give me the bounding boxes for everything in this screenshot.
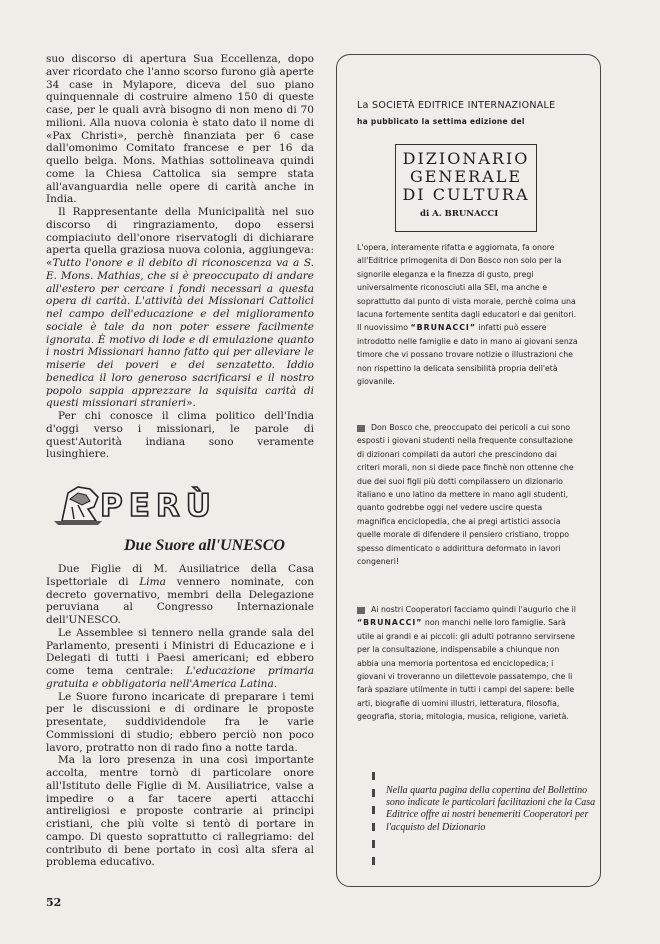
city: Lima bbox=[139, 575, 166, 588]
brand-name: “BRUNACCI” bbox=[410, 323, 476, 333]
page-number: 52 bbox=[46, 896, 62, 909]
book-title-line: DIZIONARIO bbox=[402, 149, 530, 168]
paragraph: Le Suore furono incaricate di preparare i temi per le discussioni e di ordinare le proposte presentate, suddividendole fra le varie Commissioni di studio; ebbero perciò non poco lavoro, protratto non di rado fino a notte tarda. bbox=[46, 690, 314, 754]
book-author: di A. BRUNACCI bbox=[420, 209, 499, 219]
book-title-line: GENERALE bbox=[409, 167, 523, 186]
bullet-square-icon bbox=[357, 607, 365, 614]
text: Il Rappresentante della Municipalità nel suo discorso di ringraziamento, dopo essersi compiaciuto dell'onore riservatogli di dichiarare aperta quella graziosa nuova colonia, aggiungeva: « bbox=[46, 206, 314, 269]
text: Ai nostri Cooperatori facciamo quindi l'augurio che il bbox=[371, 605, 576, 614]
theme: L'educazione primaria gratuita e obbligatoria nell'America Latina. bbox=[46, 665, 314, 690]
article-column-india bbox=[46, 53, 314, 461]
brand-name: “BRUNACCI” bbox=[357, 618, 423, 628]
ad-paragraph bbox=[357, 421, 579, 568]
text: infatti può essere introdotto nelle famiglie e dato in mano ai giovani senza timore che vi possano trovare notizie o illustrazioni che non rispettino la delicata sensibilità propria dell'età giovanile. bbox=[357, 323, 578, 387]
bullet-square-icon bbox=[357, 425, 365, 432]
paragraph bbox=[46, 206, 314, 410]
ad-publisher: La SOCIETÀ EDITRICE INTERNAZIONALE bbox=[357, 100, 556, 111]
text: Le Assemblee si tennero nella grande sala del Parlamento, presenti i Ministri di Educazione e i Delegati di tutti i Paesi americani; ed ebbero come tema centrale: bbox=[46, 626, 314, 677]
ad-paragraph bbox=[357, 241, 579, 388]
quote: Tutto l'onore e il debito di riconoscenza va a S. E. Mons. Mathias, che si è preoccupato di andare all'estero per cercare i fondi necessari a questa opera di carità. L'attività dei Missionari Cattolici nel campo dell'educazione e del miglioramento sociale è tale da non poter essere facilmente ignorata. È motivo di lode e di emulazione quanto i nostri Missionari hanno fatto qui per alleviare le miserie dei poveri e dei senzatetto. Iddio benedica il loro generoso sacrificarsi e il nostro popolo sappia apprezzare la squisita carità di questi missionari stranieri bbox=[46, 257, 314, 410]
ad-paragraph bbox=[357, 603, 579, 724]
paragraph bbox=[46, 563, 314, 627]
text: Don Bosco che, preoccupato dei pericoli a cui sono esposti i giovani studenti nella frequente consultazione di dizionari compilati da autori che prescindono dai criteri morali, non si diede pace finchè non ottenne che due dei suoi figli più dotti compilassero un dizionario italiano e uno latino da mettere in mano agli studenti, quanto godrebbe oggi nel vedere uscire questa magnifica enciclopedia, che ai pregi artistici associa quelle morale di difendere il pensiero cristiano, troppo spesso dimenticato o addirittura deformato in lavori congeneri! bbox=[357, 423, 574, 567]
text: Due Figlie di M. Ausiliatrice della Casa Ispettoriale di bbox=[46, 563, 314, 588]
text: vennero nominate, con decreto governativo, membri della Delegazione peruviana al Congresso Internazionale dell'UNESCO. bbox=[46, 575, 314, 626]
text: ». bbox=[186, 397, 196, 410]
text: L'opera, interamente rifatta e aggiornata, fa onore all'Editrice primogenita di Don Bosco non solo per la signorile eleganza e la finezza di gusto, pregi universalmente riconosciuti alla SEI, ma anche e soprattutto dal punto di vista morale, perchè colma una lacuna fortemente sentita dagli educatori e dai genitori. Il nuovissimo bbox=[357, 243, 577, 333]
paragraph bbox=[46, 627, 314, 691]
country-heading: PERÙ bbox=[100, 488, 217, 524]
paragraph: suo discorso di apertura Sua Eccellenza, dopo aver ricordato che l'anno scorso furono già aperte 34 case in Mylapore, diceva del suo piano quinquennale di costruire almeno 150 di queste case, per le quali avrà bisogno di non meno di 70 milioni. Alla nuova colonia è stato dato il nome di «Pax Christi», perchè finanziata per 6 case dall'omonimo Comitato francese e per 16 da quello belga. Mons. Mathias sottolineava quindi come la Chiesa Cattolica sia sempre stata all'avanguardia nelle opere di carità anche in India. bbox=[46, 53, 314, 206]
ad-note: Nella quarta pagina della copertina del Bollettino sono indicate le particolari facilitazioni che la Casa Editrice offre ai nostri benemeriti Cooperatori per l'acquisto del Dizionario bbox=[386, 785, 596, 833]
decorative-bars bbox=[372, 772, 376, 866]
book-title-line: DI CULTURA bbox=[402, 185, 530, 204]
section-title: Due Suore all'UNESCO bbox=[124, 537, 285, 554]
paragraph: Per chi conosce il clima politico dell'India d'oggi verso i missionari, le parole di quest'Autorità indiana sono veramente lusinghiere. bbox=[46, 410, 314, 461]
article-column-peru bbox=[46, 563, 314, 869]
paragraph: Ma la loro presenza in una così importante accolta, mentre tornò di particolare onore all'Istituto delle Figlie di M. Ausiliatrice, valse a impedire o a far tacere aperti attacchi antireligiosi e proposte contrarie ai principi cristiani, che più volte si tentò di portare in campo. Di questo soprattutto ci rallegriamo: del contributo di bene portato in così alta sfera al problema educativo. bbox=[46, 754, 314, 869]
text: non manchi nelle loro famiglie. Sarà utile ai grandi e ai piccoli: gli adulti potranno servirsene per la consultazione, indispensabile a chiunque non abbia una memoria portentosa ed enciclopedica; i giovani vi troveranno un dilettevole passatempo, che li farà spaziare utilmente in tutti i campi del sapere: belle arti, biografie di uomini illustri, letteratura, filosofia, geografia, storia, mitologia, musica, religione, varietà. bbox=[357, 618, 575, 722]
ad-subtitle: ha pubblicato la settima edizione del bbox=[357, 117, 525, 126]
